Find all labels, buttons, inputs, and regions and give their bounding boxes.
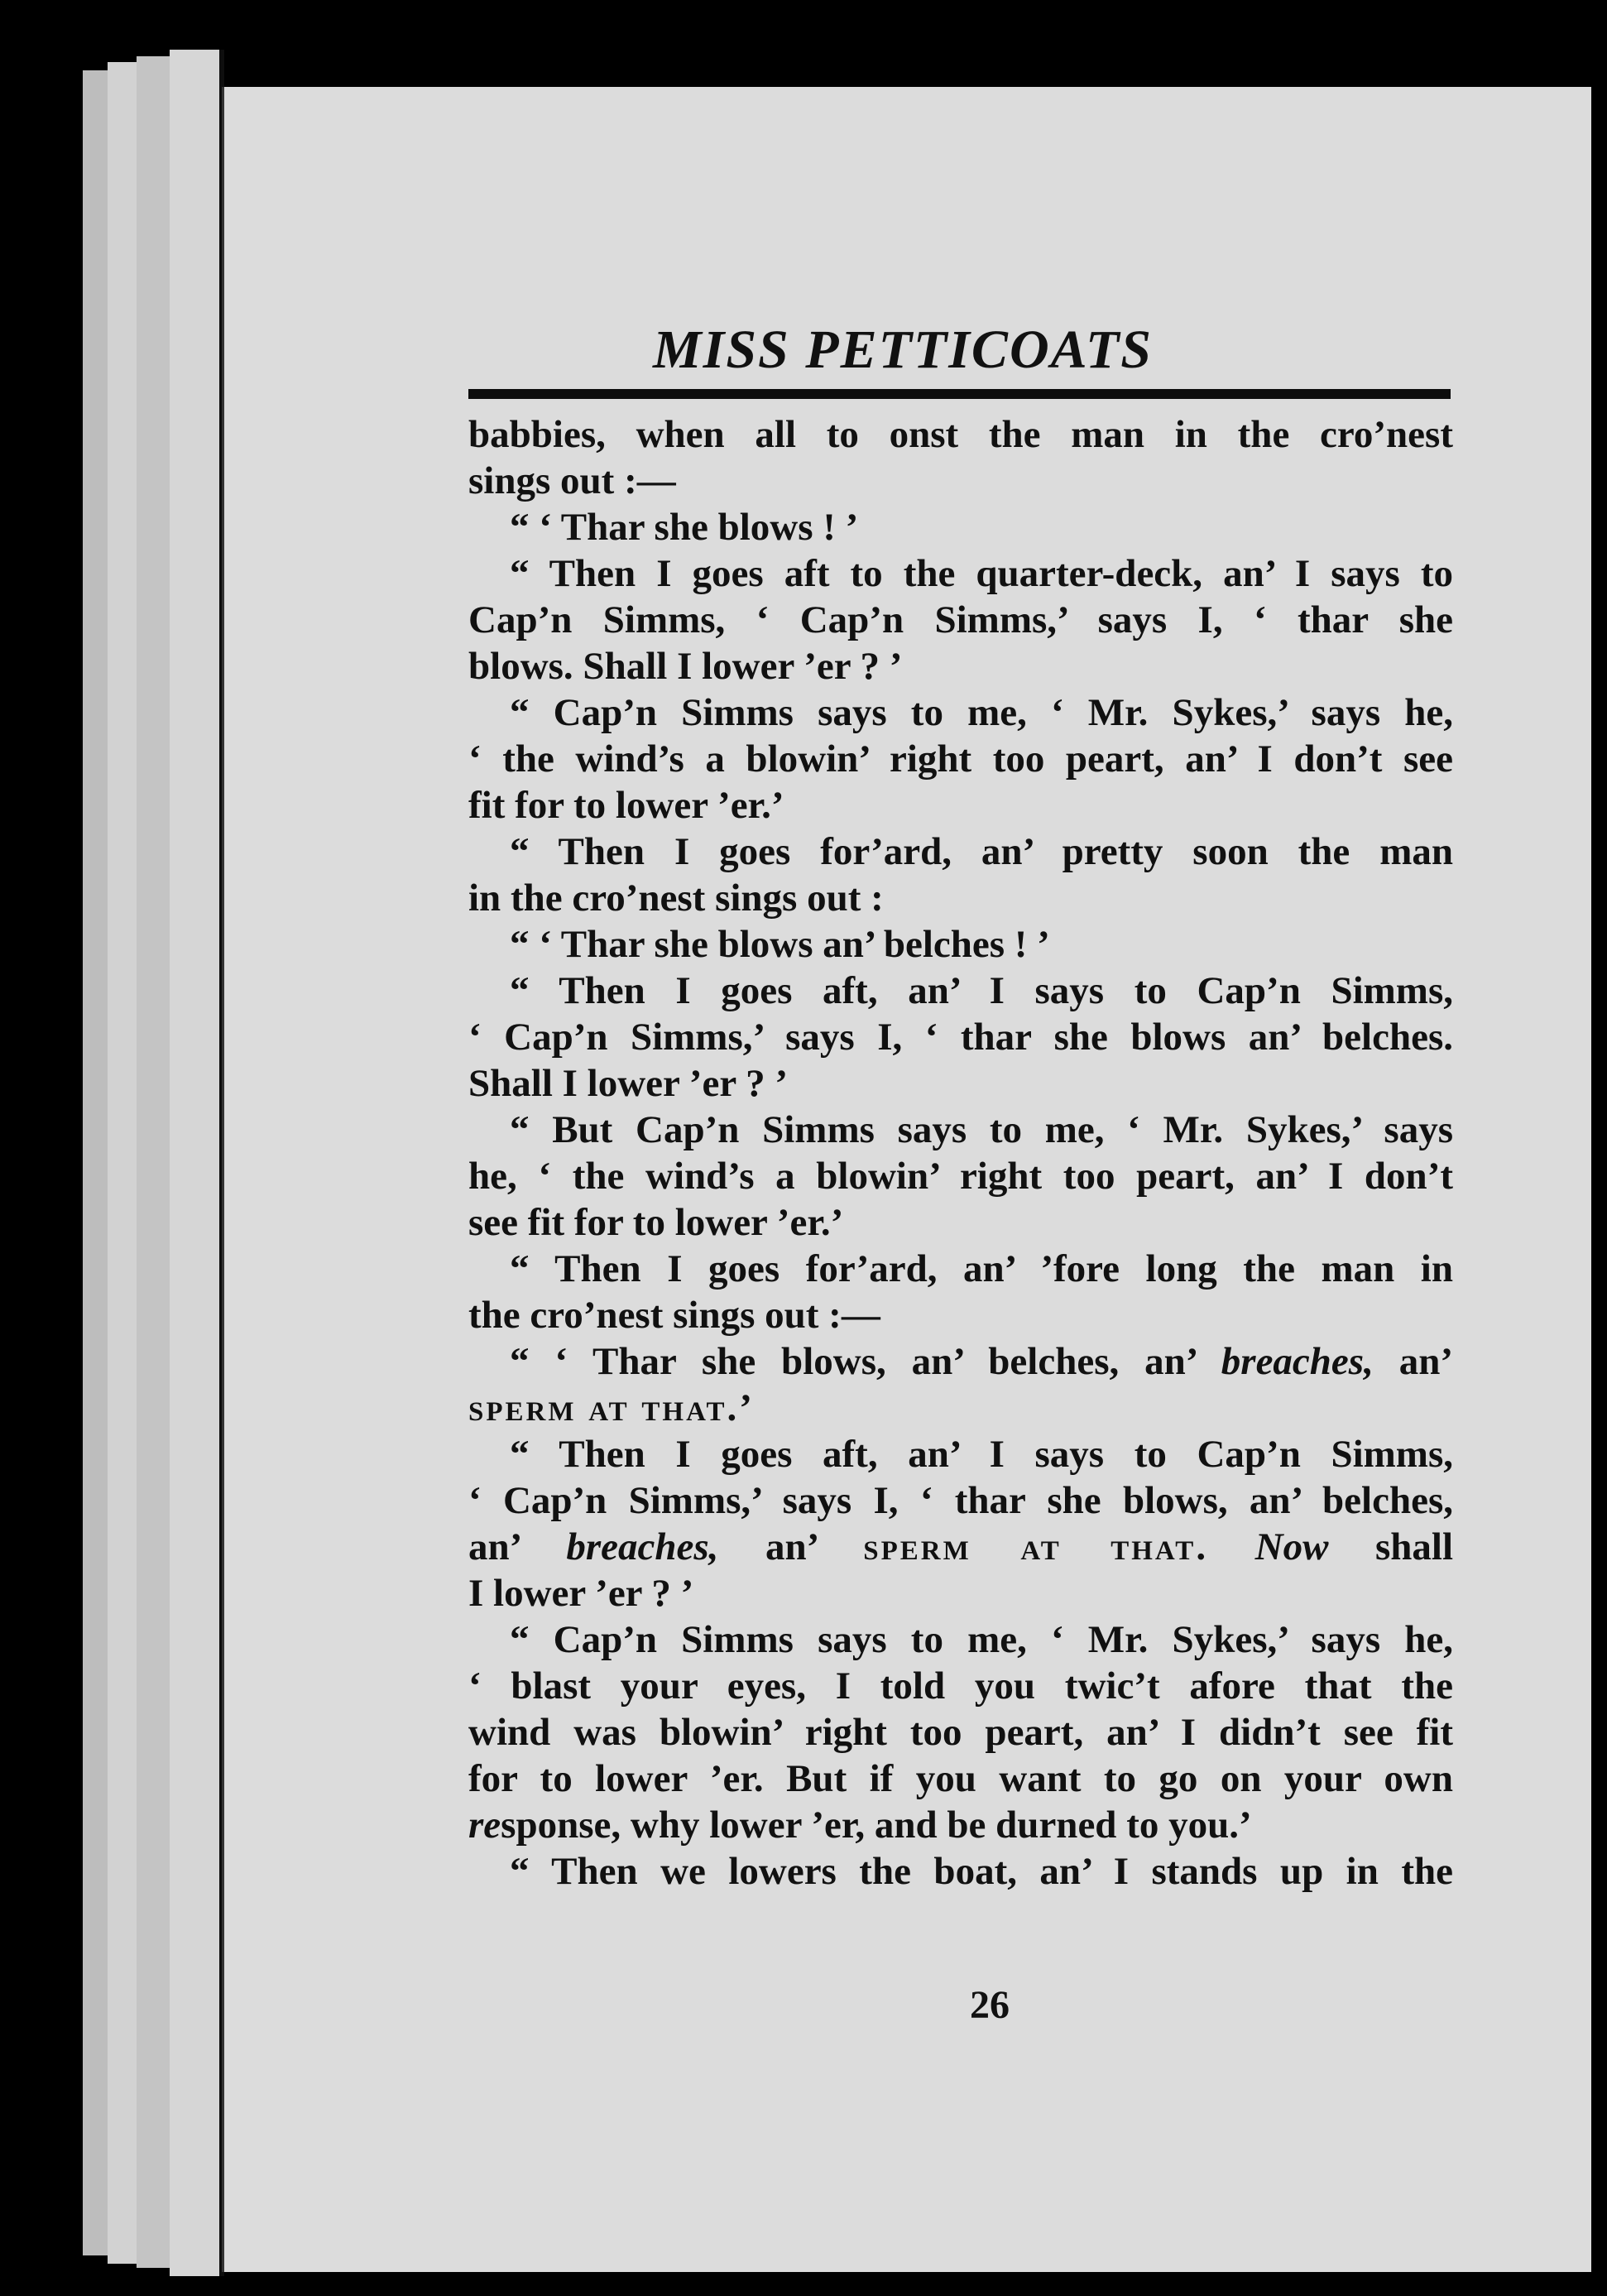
page-body bbox=[468, 411, 1453, 1895]
text-line: babbies, when all to onst the man in the cro’nest bbox=[468, 413, 1453, 456]
text-line: “ Cap’n Simms says to me, ‘ Mr. Sykes,’ says he, bbox=[510, 1618, 1453, 1661]
text-line: fit for to lower ’er.’ bbox=[468, 784, 784, 827]
emphasis-text: breaches, bbox=[1221, 1340, 1374, 1383]
page-edge bbox=[170, 50, 224, 2276]
header-rule bbox=[468, 389, 1451, 399]
emphasis-text: breaches, bbox=[566, 1525, 719, 1568]
text-line: “ Then I goes aft, an’ I says to Cap’n Simms, bbox=[510, 969, 1453, 1012]
text-line: in the cro’nest sings out : bbox=[468, 877, 884, 920]
text-run: “ ‘ Thar she blows, an’ belches, an’ bbox=[510, 1340, 1221, 1383]
text-line: “ Then we lowers the boat, an’ I stands up in the bbox=[510, 1850, 1453, 1893]
text-line: ‘ Cap’n Simms,’ says I, ‘ thar she blows, an’ belches, bbox=[468, 1479, 1453, 1522]
text-line: see fit for to lower ’er.’ bbox=[468, 1201, 844, 1244]
running-title: MISS PETTICOATS bbox=[652, 319, 1154, 380]
text-run: an’ bbox=[468, 1525, 567, 1568]
emphasis-text: Now bbox=[1254, 1525, 1329, 1568]
text-line: for to lower ’er. But if you want to go on your own bbox=[468, 1757, 1453, 1800]
text-run: sponse, why lower ’er, and be durned to you.’ bbox=[501, 1804, 1252, 1847]
text-line bbox=[468, 1524, 1453, 1570]
text-run bbox=[1208, 1525, 1255, 1568]
text-line: sings out :— bbox=[468, 459, 676, 502]
text-line: ‘ the wind’s a blowin’ right too peart, an’ I don’t see bbox=[468, 737, 1453, 781]
text-line: Shall I lower ’er ? ’ bbox=[468, 1062, 788, 1105]
text-line: ‘ Cap’n Simms,’ says I, ‘ thar she blows an’ belches. bbox=[468, 1016, 1453, 1059]
page-edge bbox=[137, 56, 174, 2268]
text-line: I lower ’er ? ’ bbox=[468, 1572, 694, 1615]
text-line: “ Cap’n Simms says to me, ‘ Mr. Sykes,’ says he, bbox=[510, 691, 1453, 734]
text-line: “ Then I goes aft to the quarter-deck, an’ I says to bbox=[510, 552, 1453, 595]
text-line bbox=[468, 1802, 1453, 1848]
book-page bbox=[222, 87, 1591, 2272]
text-line: “ Then I goes aft, an’ I says to Cap’n Simms, bbox=[510, 1433, 1453, 1476]
text-line: the cro’nest sings out :— bbox=[468, 1294, 880, 1337]
text-line: blows. Shall I lower ’er ? ’ bbox=[468, 645, 903, 688]
text-line: Cap’n Simms, ‘ Cap’n Simms,’ says I, ‘ thar she bbox=[468, 598, 1453, 641]
text-line: “ ‘ Thar she blows ! ’ bbox=[510, 506, 859, 549]
text-run: an’ bbox=[718, 1525, 864, 1568]
page-number: 26 bbox=[970, 1983, 1010, 2027]
text-line bbox=[468, 1338, 1453, 1385]
text-line: wind was blowin’ right too peart, an’ I didn’t see fit bbox=[468, 1711, 1453, 1754]
text-line: ‘ blast your eyes, I told you twic’t afore that the bbox=[468, 1664, 1453, 1708]
text-line: “ Then I goes for’ard, an’ ’fore long the man in bbox=[510, 1247, 1453, 1290]
text-line: “ But Cap’n Simms says to me, ‘ Mr. Sykes,’ says bbox=[510, 1108, 1453, 1151]
small-caps-text: sperm at that. bbox=[468, 1386, 740, 1429]
text-line bbox=[468, 1385, 1453, 1431]
small-caps-text: sperm at that. bbox=[863, 1525, 1209, 1568]
text-run: ’ bbox=[739, 1386, 752, 1429]
text-line: “ Then I goes for’ard, an’ pretty soon the man bbox=[510, 830, 1453, 873]
text-line: “ ‘ Thar she blows an’ belches ! ’ bbox=[510, 923, 1050, 966]
text-run: shall bbox=[1328, 1525, 1454, 1568]
emphasis-text: re bbox=[468, 1804, 501, 1847]
text-run: an’ bbox=[1373, 1340, 1454, 1383]
text-line: he, ‘ the wind’s a blowin’ right too peart, an’ I don’t bbox=[468, 1155, 1453, 1198]
